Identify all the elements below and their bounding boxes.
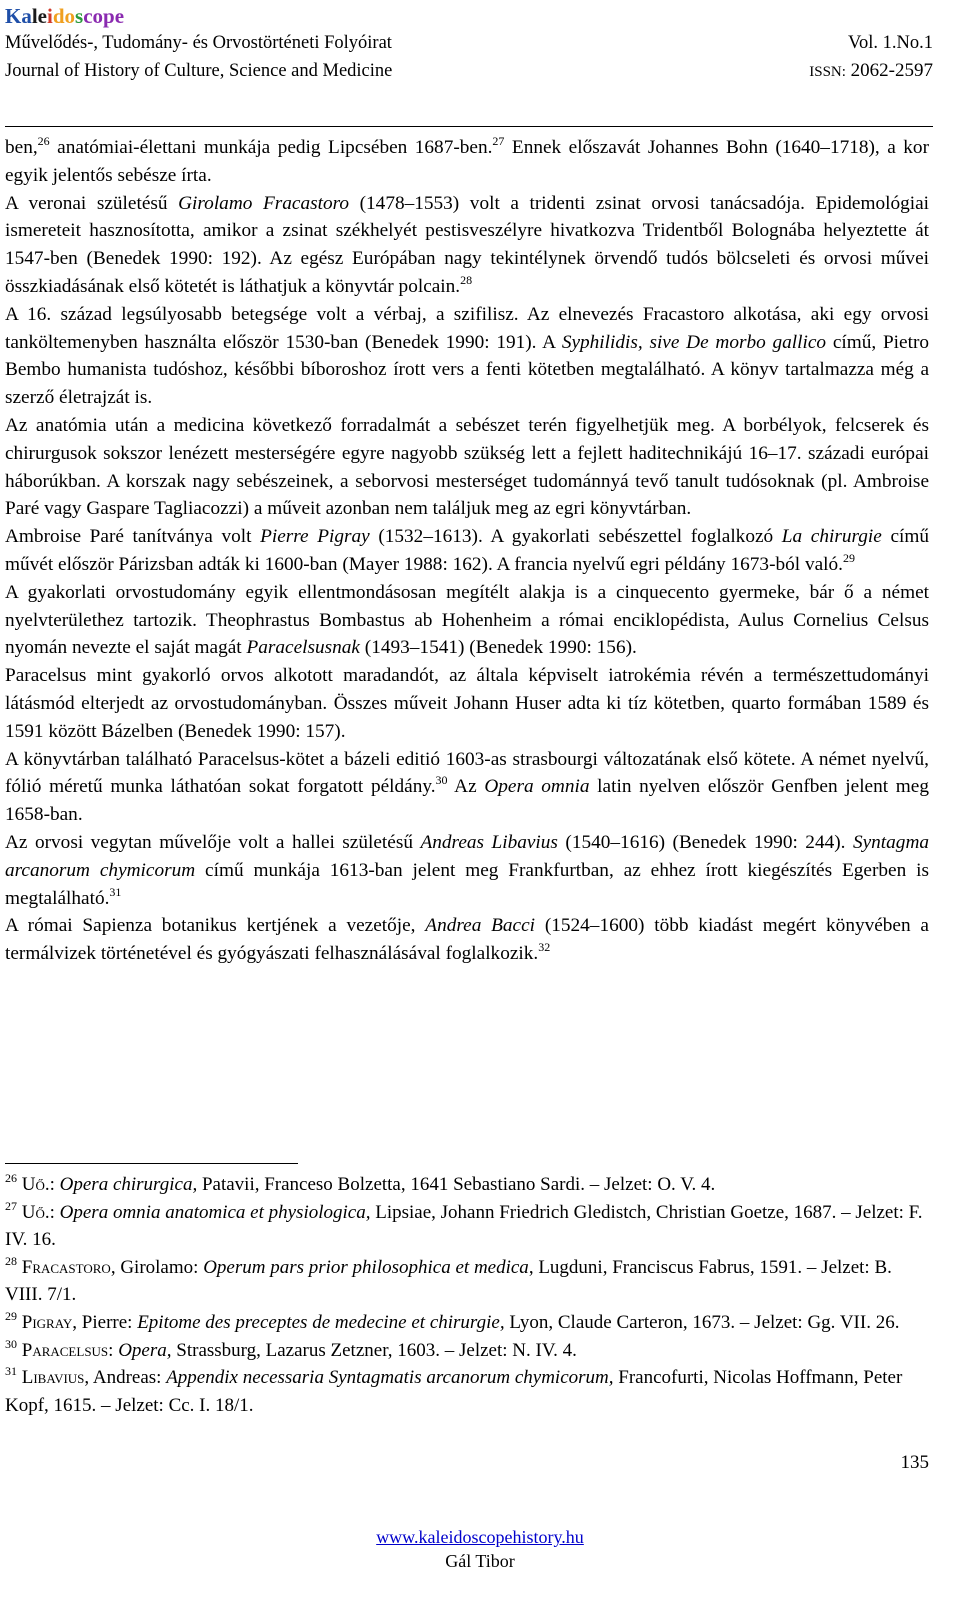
- footnote: $^{28}$ Fracastoro, Girolamo: Operum pars prior philosophica et medica, Lugduni, Franciscus Fabrus, 1591. – Jelzet: B. VIII. 7/1.: [5, 1253, 892, 1306]
- header-divider: [5, 126, 933, 127]
- journal-logo: Kaleidoscope: [5, 4, 125, 28]
- author-name: Gál Tibor: [445, 1551, 515, 1571]
- footnote: $^{29}$ Pigray, Pierre: Epitome des preceptes de medecine et chirurgie, Lyon, Claude Carteron, 1673. – Jelzet: Gg. VII. 26.: [5, 1308, 900, 1333]
- issn: ISSN: 2062-2597: [809, 60, 933, 81]
- paragraph: Az orvosi vegytan művelője volt a hallei születésű Andreas Libavius (1540–1616) (Benedek 1990: 244). Syntagma arcanorum chymicorum című munkája 1613-ban jelent meg Frankfurtban, az ehhez írott kiegészítés Egerben is megtalálható.$^{31}$: [5, 831, 930, 909]
- paragraph: Az anatómia után a medicina következő forradalmát a sebészet terén figyelhetjük meg. A borbélyok, felcserek és chirurgusok sokszor lenézett mesterségére egyre nagyobb szükség lett a fejlett haditechnikájú 16–17. századi európai háborúkban. A korszak nagy sebészeinek, a seborvosi mesterséget tudománnyá tevő tanult tudósoknak (pl. Ambroise Paré vagy Gaspare Tagliacozzi) a műveit azonban nem találjuk meg az egri könyvtárban.: [5, 414, 929, 520]
- journal-header: [5, 4, 933, 86]
- footnote-ref[interactable]: 27: [492, 134, 505, 148]
- paragraph: A gyakorlati orvostudomány egyik ellentmondásosan megítélt alakja is a cinquecento gyermeke, bár ő a német nyelvterülethez tartozik. Theophrastus Bombastus ab Hohenheim a római enciklopédista, Aulus Cornelius Celsus nyomán nevezte el saját magát Paracelsusnak (1493–1541) (Benedek 1990: 156).: [5, 581, 929, 659]
- journal-subtitle-hu: Művelődés-, Tudomány- és Orvostörténeti Folyóirat: [5, 33, 392, 53]
- paragraph: A római Sapienza botanikus kertjének a vezetője, Andrea Bacci (1524–1600) több kiadást megért könyvében a termálvizek történetével és gyógyászati felhasználásával foglalkozik.$^{32}$: [5, 915, 929, 965]
- footnote-ref[interactable]: 26: [37, 134, 50, 148]
- footnote-ref[interactable]: 31: [109, 884, 122, 899]
- paragraph: Paracelsus mint gyakorló orvos alkotott maradandót, az általa képviselt iatrokémia révén a természettudományi látásmód elterjedt az orvostudományban. Összes műveit Johann Huser adta ki tíz kötetben, quarto formában 1589 és 1591 között Bázelben (Benedek 1990: 157).: [5, 665, 929, 742]
- page-number: 135: [900, 1452, 929, 1473]
- footnote-ref[interactable]: 28: [460, 272, 473, 287]
- page-footer: [0, 1525, 960, 1573]
- footnotes: [5, 1171, 929, 1419]
- footnote-divider: [5, 1163, 298, 1164]
- website-link[interactable]: www.kaleidoscopehistory.hu: [376, 1527, 584, 1547]
- footnote-ref[interactable]: 32: [538, 940, 551, 955]
- paragraph: Ambroise Paré tanítványa volt Pierre Pigray (1532–1613). A gyakorlati sebészettel foglalkozó La chirurgie című művét először Párizsban adták ki 1600-ban (Mayer 1988: 162). A francia nyelvű egri példány 1673-ból való.$^{29}$: [5, 526, 929, 575]
- paragraph: ben,$^{26}$ anatómiai-élettani munkája pedig Lipcsében 1687-ben.$^{27}$ Ennek előszavát Johannes Bohn (1640–1718), a kor egyik jelentős sebésze írta.: [5, 134, 929, 186]
- footnote: $^{30}$ Paracelsus: Opera, Strassburg, Lazarus Zetzner, 1603. – Jelzet: N. IV. 4.: [5, 1336, 577, 1361]
- footnote-ref[interactable]: 30: [435, 773, 448, 788]
- footnote-ref[interactable]: 29: [842, 550, 855, 565]
- paragraph: A könyvtárban található Paracelsus-kötet a bázeli editió 1603-as strasbourgi változatának első kötete. A német nyelvű, fólió méretű munka láthatóan sokat forgatott példány.$^{30}$ Az Opera omnia latin nyelven először Genfben jelent meg 1658-ban.: [5, 748, 929, 826]
- article-body: [5, 134, 929, 968]
- footnote: $^{31}$ Libavius, Andreas: Appendix necessaria Syntagmatis arcanorum chymicorum, Francofurti, Nicolas Hoffmann, Peter Kopf, 1615. – Jelzet: Cc. I. 18/1.: [5, 1364, 903, 1416]
- volume-label: Vol. 1.No.1: [848, 33, 933, 53]
- paragraph: A veronai születésű Girolamo Fracastoro (1478–1553) volt a tridenti zsinat orvosi tanácsadója. Epidemológiai ismereteit hasznosította, amikor a zsinat székhelyét pestisveszélyre hivatkozva Tridentből Bolognába helyeztette át 1547-ben (Benedek 1990: 192). Az egész Európában nagy tekintélynek örvendő tudós bölcseleti és orvosi művei összkiadásának első kötetét is láthatjuk a könyvtár polcain.$^{28}$: [5, 192, 930, 297]
- footnote: $^{26}$ Uő.: Opera chirurgica, Patavii, Franceso Bolzetta, 1641 Sebastiano Sardi. – Jelzet: O. V. 4.: [5, 1171, 716, 1195]
- paragraph: A 16. század legsúlyosabb betegsége volt a vérbaj, a szifilisz. Az elnevezés Fracastoro alkotása, aki egy orvosi tanköltemenyben használta először 1530-ban (Benedek 1990: 191). A Syphilidis, sive De morbo gallico című, Pietro Bembo humanista tudóshoz, későbbi bíboroshoz írott vers a fenti kötetben megtalálható. A könyv tartalmazza még a szerző életrajzát is.: [5, 303, 929, 409]
- journal-subtitle-en: Journal of History of Culture, Science and Medicine: [5, 61, 393, 81]
- footnote: $^{27}$ Uő.: Opera omnia anatomica et physiologica, Lipsiae, Johann Friedrich Gledistch, Christian Goetze, 1687. – Jelzet: F. IV. 16.: [5, 1198, 923, 1251]
